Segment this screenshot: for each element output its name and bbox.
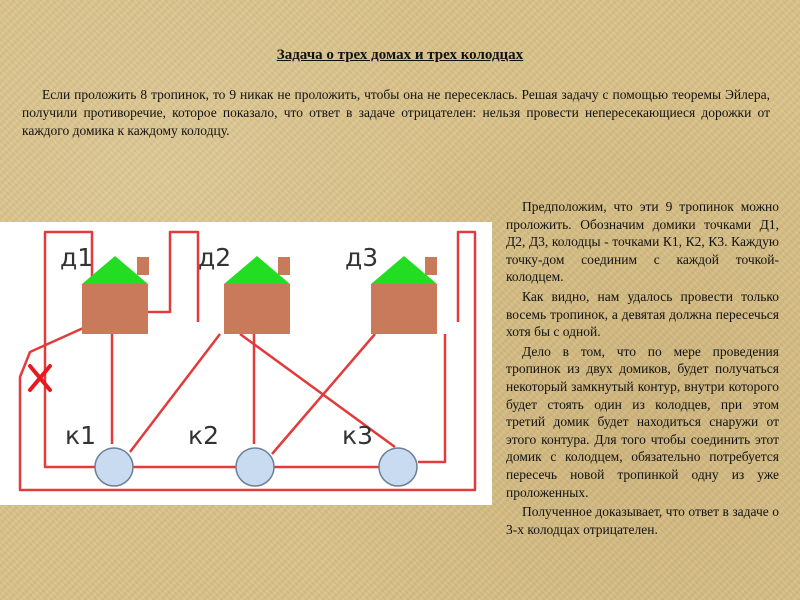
- house-d1: [60, 243, 149, 334]
- well-circle: [236, 448, 274, 486]
- house-chimney: [425, 257, 437, 275]
- well-circle: [95, 448, 133, 486]
- house-chimney: [137, 257, 149, 275]
- well-k1: [65, 421, 133, 486]
- houses-wells-diagram: [0, 222, 492, 505]
- well-k3: [342, 421, 417, 486]
- well-circle: [379, 448, 417, 486]
- house-d2: [198, 243, 290, 334]
- path-d3-k3: [418, 334, 445, 462]
- intro-text: [22, 86, 770, 140]
- house-label: д3: [345, 243, 379, 272]
- well-label: к1: [65, 421, 97, 450]
- explanation-paragraph: Полученное доказывает, что ответ в задаче о 3-х колодцах отрицателен.: [506, 504, 779, 537]
- explanation-paragraph: Как видно, нам удалось провести только восемь тропинок, а девятая должна пересечься хотя бы с одной.: [506, 288, 779, 340]
- page-title: Задача о трех домах и трех колодцах: [276, 47, 524, 63]
- house-label: д2: [198, 243, 232, 272]
- well-label: к2: [188, 421, 220, 450]
- house-label: д1: [60, 243, 94, 272]
- house-wall: [224, 284, 290, 334]
- house-wall: [82, 284, 148, 334]
- explanation-paragraph: Предположим, что эти 9 тропинок можно проложить. Обозначим домики точками Д1, Д2, Д3, колодцы - точками К1, К2, К3. Каждую точку-дом соединим с каждой точкой-колодцем.: [506, 199, 779, 285]
- explanation-paragraph: Дело в том, что по мере проведения тропинок из двух домиков, будет получаться некоторый замкнутый контур, внутри которого будет стоять один из колодцев, при этом третий домик будет находиться снаружи от этого контура. Для того чтобы соединить этот домик с колодцем, обязательно потребуется пересечь новой тропинкой одну из уже проложенных.: [506, 343, 779, 500]
- crossing-x-icon: [30, 366, 50, 390]
- house-chimney: [278, 257, 290, 275]
- house-wall: [371, 284, 437, 334]
- explanation-column: [506, 198, 779, 540]
- diagram-svg: [0, 222, 492, 505]
- house-d3: [345, 243, 437, 334]
- well-label: к3: [342, 421, 374, 450]
- well-k2: [188, 421, 274, 486]
- intro-paragraph: Если проложить 8 тропинок, то 9 никак не проложить, чтобы она не пересеклась. Решая задачу с помощью теоремы Эйлера, получили противоречие, которое показало, что ответ в задаче отрицателен: нельзя провести непересекающиеся дорожки от каждого домика к каждому колодцу.: [22, 87, 770, 138]
